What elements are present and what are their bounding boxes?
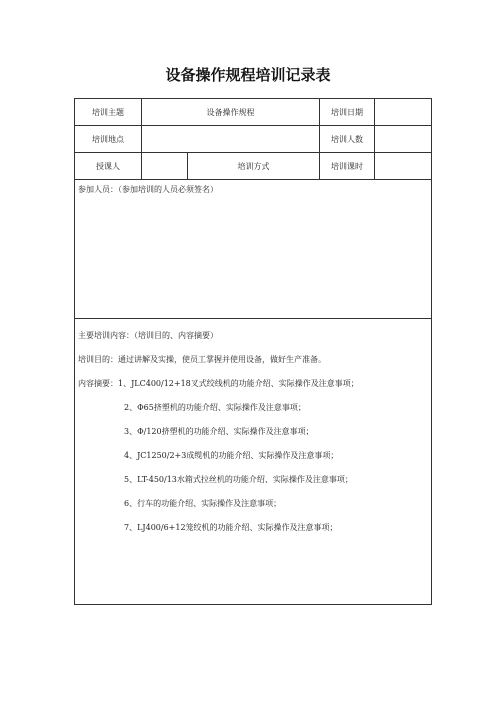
hours-label: 培训课时: [320, 153, 375, 180]
summary-label: 内容摘要：: [78, 379, 118, 388]
method-label: 培训方式: [188, 153, 320, 180]
topic-value[interactable]: 设备操作规程: [142, 99, 320, 126]
content-item-4: 4、JC1250/2+3成缆机的功能介绍、实际操作及注意事项；: [124, 451, 339, 460]
content-cell: [75, 319, 432, 605]
content-heading: 主要培训内容：（培训目的、内容摘要）: [78, 331, 218, 340]
form-row-lecturer: [75, 153, 432, 180]
page-title: 设备操作规程培训记录表: [165, 66, 331, 84]
content-item-1: 1、JLC400/12+18叉式绞线机的功能介绍、实际操作及注意事项；: [118, 379, 359, 388]
hours-value[interactable]: [375, 153, 432, 180]
attendees-cell[interactable]: [75, 180, 432, 319]
content-item-2: 2、Φ65挤塑机的功能介绍、实际操作及注意事项；: [124, 403, 306, 412]
content-item-3: 3、Φ/120挤塑机的功能介绍、实际操作及注意事项；: [124, 427, 314, 436]
date-value[interactable]: [375, 99, 432, 126]
topic-label: 培训主题: [75, 99, 142, 126]
lecturer-label: 授课人: [75, 153, 142, 180]
location-value[interactable]: [142, 126, 320, 153]
location-label: 培训地点: [75, 126, 142, 153]
form-row-content: [75, 319, 432, 605]
content-item-6: 6、行车的功能介绍、实际操作及注意事项；: [124, 499, 282, 508]
lecturer-value[interactable]: [142, 153, 188, 180]
form-row-location: [75, 126, 432, 153]
content-item-1-row: [78, 378, 428, 390]
training-record-form: [74, 98, 432, 605]
form-row-attendees: [75, 180, 432, 319]
count-label: 培训人数: [320, 126, 375, 153]
form-row-topic: [75, 99, 432, 126]
attendees-label: 参加人员：（参加培训的人员必须签名）: [78, 185, 218, 194]
count-value[interactable]: [375, 126, 432, 153]
content-item-7: 7、LJ400/6+12笼绞机的功能介绍、实际操作及注意事项；: [124, 523, 338, 532]
date-label: 培训日期: [320, 99, 375, 126]
content-item-5: 5、LT-450/13水箱式拉丝机的功能介绍、实际操作及注意事项；: [124, 475, 353, 484]
content-purpose: 培训目的：通过讲解及实操，使员工掌握并使用设备，做好生产准备。: [78, 355, 326, 364]
